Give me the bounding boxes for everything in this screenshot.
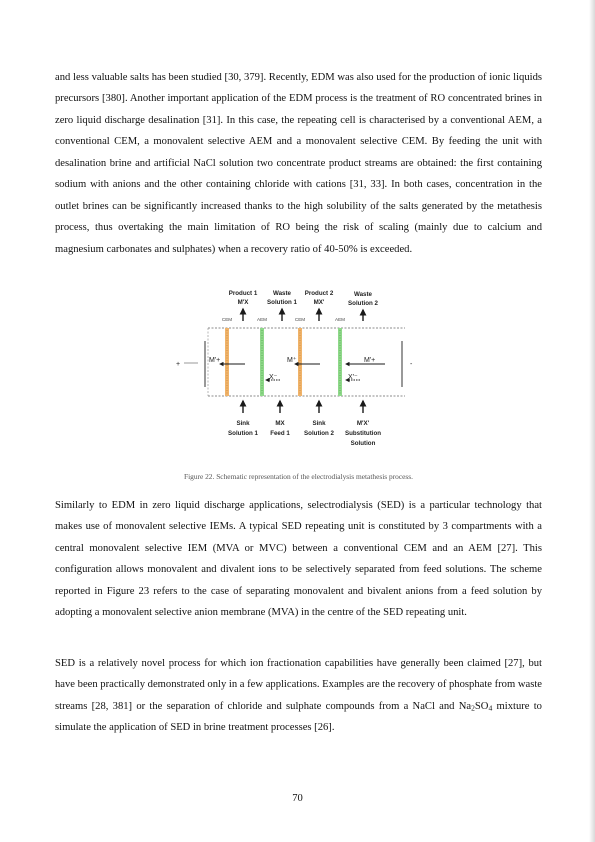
edm-diagram (170, 284, 425, 456)
membrane-label-aem2: AEM (335, 317, 345, 322)
page-number: 70 (292, 793, 303, 804)
bottom-label-sink2-line2: Solution 2 (304, 430, 334, 437)
top-label-product2-line2: MX' (313, 299, 325, 306)
sed-text-after: mixture to simulate the application of SED in brine treatment processes [26]. (55, 700, 542, 734)
membrane-label-cem1: CEM (221, 317, 233, 322)
paragraph-edm-applications: and less valuable salts has been studied [30, 379]. Recently, EDM was also used for the production of ionic liquids precursors [380]. Another important application of the EDM process is the treatment of RO concentrated brines in zero liquid discharge desalination [31]. In this case, the repeating cell is characterised by a conventional AEM, a conventional CEM, a monovalent selective AEM and a monovalent selective CEM. By feeding the unit with desalination brine and artificial NaCl solution two concentrate product streams are obtained: the first containing sodium with anions and the other containing chloride with cations [31, 33]. In both cases, concentration in the outlet brines can be significantly increased thanks to the high solubility of the salts generated by the metathesis process, thus overtaking the main limitation of RO being the risk of scaling (mainly due to calcium and magnesium carbonates and sulphates) when a recovery ratio of 40-50% is exceeded. (55, 72, 542, 255)
sed-text-so: SO (474, 700, 489, 712)
bottom-label-substitution-line3: Solution (350, 440, 376, 447)
ion-label-x-prime-minus: X'⁻ (348, 374, 358, 381)
top-label-waste1-line1: Waste (273, 290, 291, 297)
top-label-product2-line1: Product 2 (304, 290, 334, 297)
bottom-label-sink1-line2: Solution 1 (228, 430, 258, 437)
anode-plate (204, 341, 206, 387)
subscript-4: 4 (488, 703, 493, 713)
ion-label-m-prime-right: M'+ (364, 357, 376, 364)
sed-text-before: SED is a relatively novel process for which ion fractionation capabilities have generally been claimed [27], but have been practically demonstrated only in a few applications. Examples are the recovery of phosphate from waste streams [28, 381] or the separation of chloride and sulphate compounds from a NaCl and Na (55, 658, 542, 712)
paragraph-sed-intro: Similarly to EDM in zero liquid discharge applications, selectrodialysis (SED) is a particular technology that makes use of monovalent selective IEMs. A typical SED repeating unit is constituted by 3 compartments with a central monovalent selective IEM (MVA or MVC) between a conventional CEM and an AEM [27]. This configuration allows monovalent and divalent ions to be selectively separated from feed solutions. The scheme reported in Figure 23 refers to the case of separating monovalent and bivalent anions from a feed solution by adopting a monovalent selective anion membrane (MVA) in the centre of the SED repeating unit. (55, 500, 542, 619)
figure-caption: Figure 22. Schematic representation of the electrodialysis metathesis process. (183, 472, 414, 481)
bottom-label-feed1-line2: Feed 1 (270, 430, 290, 437)
membrane-label-cem2: CEM (294, 317, 306, 322)
ion-label-m-prime-left: M'+ (209, 357, 221, 364)
top-label-waste2-line1: Waste (354, 291, 372, 298)
figure-edm-schematic (170, 284, 425, 456)
cathode-sign: - (410, 361, 413, 368)
bottom-label-substitution-line2: Substitution (344, 430, 382, 437)
page-edge-shadow (589, 0, 595, 842)
bottom-label-sink1-line1: Sink (236, 420, 250, 427)
top-label-waste1-line2: Solution 1 (267, 299, 297, 306)
bottom-label-substitution-line1: M'X' (356, 420, 370, 427)
ion-label-m-plus: M⁺ (287, 357, 297, 364)
top-label-waste2-line2: Solution 2 (348, 300, 378, 307)
top-label-product1-line2: M'X (237, 299, 249, 306)
cathode-plate (401, 341, 403, 387)
top-label-product1-line1: Product 1 (228, 290, 258, 297)
membrane-label-aem1: AEM (257, 317, 267, 322)
anode-sign: + (176, 361, 181, 368)
subscript-2: 2 (471, 703, 475, 713)
bottom-label-feed1-line1: MX (275, 420, 285, 427)
bottom-label-sink2-line1: Sink (312, 420, 326, 427)
ion-label-x-minus: X⁻ (269, 374, 278, 381)
paragraph-sed-applications (55, 653, 542, 739)
